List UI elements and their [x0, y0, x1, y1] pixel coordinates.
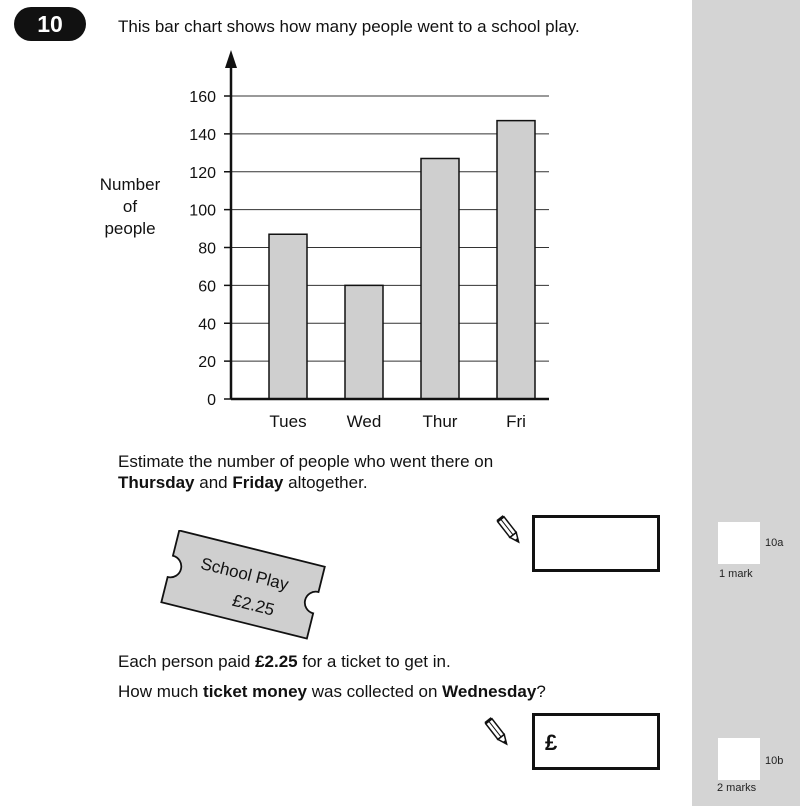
bar-tues — [269, 234, 307, 399]
x-tick-label: Thur — [422, 412, 458, 431]
part-a-friday: Friday — [232, 473, 284, 492]
y-tick-label: 80 — [198, 240, 216, 258]
x-tick-label: Fri — [506, 412, 526, 431]
mark-id-a: 10a — [765, 537, 784, 549]
chart-y-label — [100, 175, 161, 238]
ticket-price: £2.25 — [230, 590, 277, 620]
part-b-line1 — [118, 651, 451, 672]
school-play-ticket — [160, 530, 330, 640]
ticket-title: School Play — [198, 554, 291, 595]
y-axis-label-line: of — [122, 197, 138, 216]
y-tick-label: 60 — [198, 278, 216, 296]
y-tick-label: 40 — [198, 316, 216, 334]
mark-box-a — [718, 522, 760, 564]
part-a-and: and — [199, 473, 228, 492]
pencil-icon — [496, 514, 524, 548]
y-tick-label: 120 — [189, 164, 216, 182]
x-tick-label: Tues — [269, 412, 307, 431]
mark-label-b: 2 marks — [717, 782, 757, 794]
y-tick-label: 160 — [189, 89, 216, 106]
part-a-altogether: altogether. — [288, 473, 368, 492]
part-b-each-person: Each person paid — [118, 652, 251, 671]
bar-fri — [497, 121, 535, 399]
bar-thur — [421, 158, 459, 399]
y-tick-label: 140 — [189, 126, 216, 144]
x-tick-label: Wed — [346, 412, 382, 431]
y-tick-label: 0 — [207, 392, 216, 409]
y-axis-label-line: people — [104, 219, 156, 238]
answer-box-b[interactable] — [532, 713, 660, 770]
mark-label-a: 1 mark — [719, 568, 753, 580]
pencil-icon — [484, 716, 512, 750]
part-b-how-much: How much — [118, 682, 199, 701]
part-a-line1: Estimate the number of people who went there on — [118, 452, 494, 471]
part-b-question-mark: ? — [536, 682, 546, 701]
part-b-line2 — [118, 681, 546, 702]
mark-box-b — [718, 738, 760, 780]
chart-bars — [269, 121, 535, 399]
question-intro: This bar chart shows how many people went to a school play. — [118, 17, 580, 36]
question-number-badge: 10 — [14, 7, 86, 41]
part-a-line2 — [118, 472, 368, 493]
bar-wed — [345, 285, 383, 399]
mark-id-b: 10b — [765, 755, 784, 767]
part-b-price: £2.25 — [255, 652, 298, 671]
part-a-thursday: Thursday — [118, 473, 195, 492]
part-b-ticket-money: ticket money — [203, 682, 307, 701]
part-b-wednesday: Wednesday — [442, 682, 537, 701]
answer-box-a[interactable] — [532, 515, 660, 572]
y-tick-label: 100 — [189, 202, 216, 220]
ticket-shape — [161, 530, 324, 638]
answer-b-pound-sign: £ — [545, 730, 558, 755]
y-axis-arrow-icon — [225, 50, 237, 68]
part-b-collected-on: was collected on — [311, 682, 438, 701]
y-axis-label-line: Number — [99, 175, 161, 194]
part-b-for-ticket: for a ticket to get in. — [302, 652, 451, 671]
y-tick-label: 20 — [198, 354, 216, 372]
